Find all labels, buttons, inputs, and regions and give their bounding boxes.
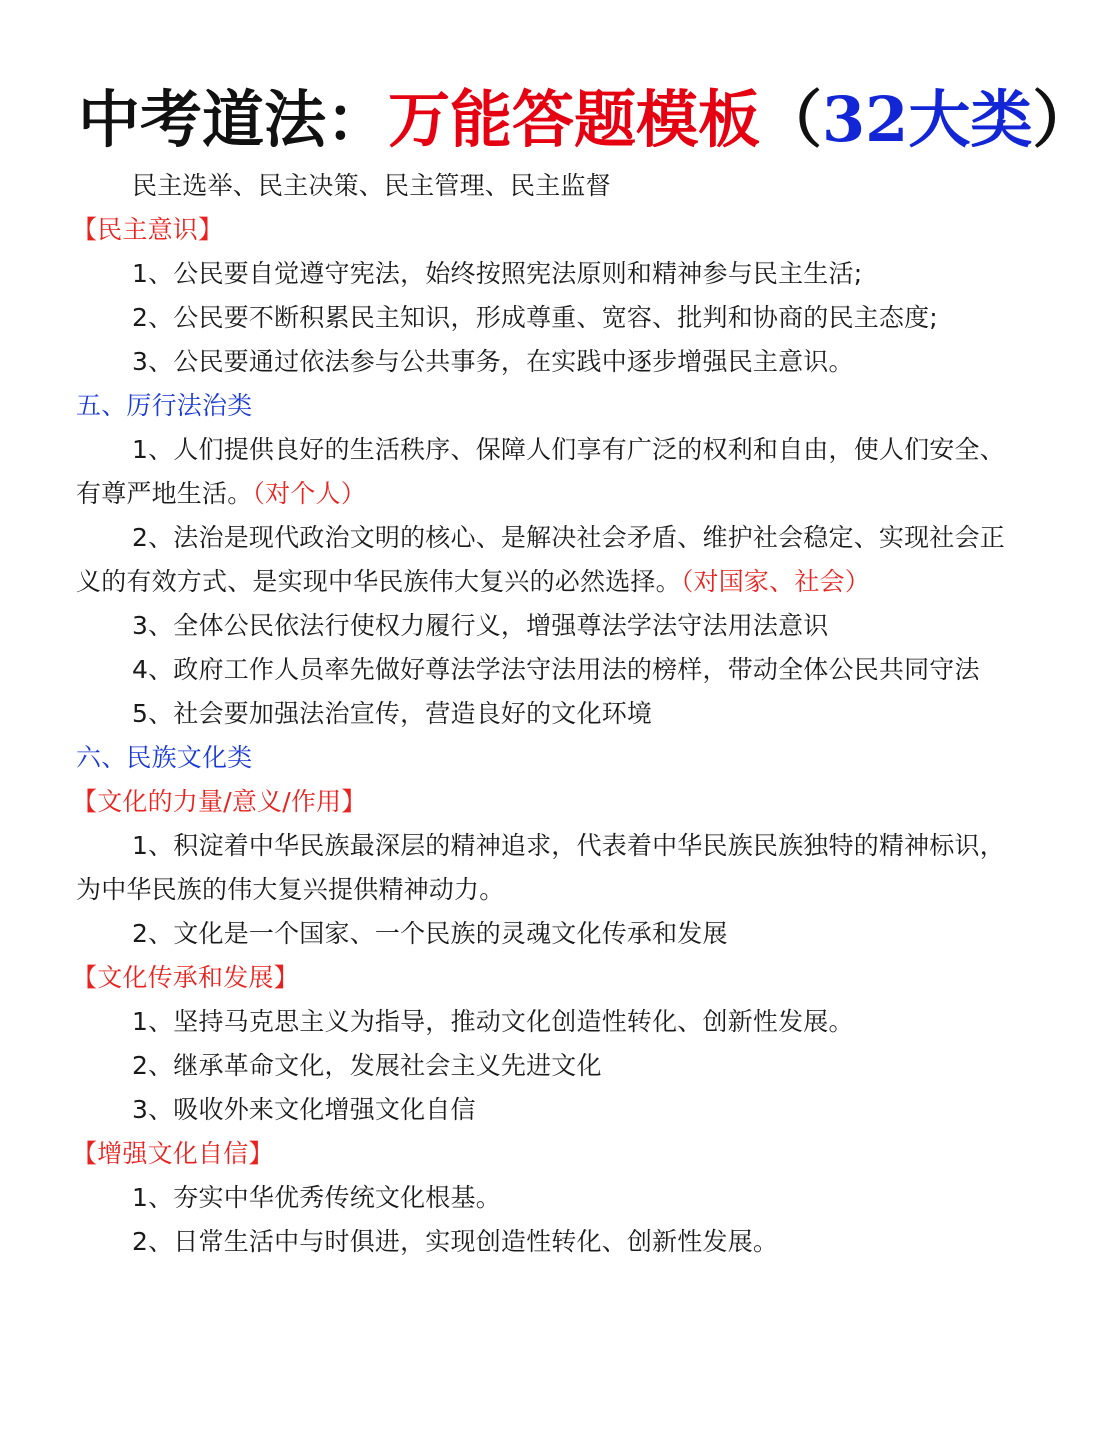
list-item: 2、日常生活中与时俱进，实现创造性转化、创新性发展。	[132, 1227, 779, 1256]
list-item-note: （对个人）	[252, 479, 366, 508]
title-paren-open: （	[760, 83, 823, 156]
section-heading-national-culture: 六、民族文化类	[76, 743, 253, 772]
list-item-text: 2、法治是现代政治文明的核心、是解决社会矛盾、维护社会稳定、实现社会正义的有效方式、是实现中华民族伟大复兴的必然选择。	[76, 523, 1005, 596]
list-item-text: 1、人们提供良好的生活秩序、保障人们享有广泛的权利和自由，使人们安全、有尊严地生活。	[76, 435, 1005, 508]
list-item: 5、社会要加强法治宣传，营造良好的文化环境	[132, 699, 653, 728]
democracy-list: 民主选举、民主决策、民主管理、民主监督	[132, 171, 611, 200]
heading-culture-inheritance: 【文化传承和发展】	[72, 963, 299, 992]
heading-culture-confidence: 【增强文化自信】	[72, 1139, 274, 1168]
title-main: 万能答题模板	[388, 83, 761, 156]
title-count: 32大类	[822, 83, 1033, 156]
list-item: 1、公民要自觉遵守宪法，始终按照宪法原则和精神参与民主生活;	[132, 259, 863, 288]
heading-democracy-awareness: 【民主意识】	[72, 215, 224, 244]
list-item: 2、公民要不断积累民主知识，形成尊重、宽容、批判和协商的民主态度;	[132, 303, 938, 332]
page-title	[78, 78, 1094, 162]
title-subject: 中考道法：	[78, 83, 389, 156]
list-item-note: （对国家、社会）	[680, 567, 870, 596]
list-item: 3、吸收外来文化增强文化自信	[132, 1095, 476, 1124]
list-item: 1、积淀着中华民族最深层的精神追求，代表着中华民族民族独特的精神标识，为中华民族的伟大复兴提供精神动力。	[76, 831, 1005, 904]
list-item	[76, 516, 1008, 604]
list-item: 3、公民要通过依法参与公共事务，在实践中逐步增强民主意识。	[132, 347, 854, 376]
list-item: 2、文化是一个国家、一个民族的灵魂文化传承和发展	[132, 919, 728, 948]
document-body	[72, 164, 1008, 1264]
list-item: 2、继承革命文化，发展社会主义先进文化	[132, 1051, 602, 1080]
heading-culture-power: 【文化的力量/意义/作用】	[72, 787, 367, 816]
list-item: 1、夯实中华优秀传统文化根基。	[132, 1183, 501, 1212]
list-item: 4、政府工作人员率先做好尊法学法守法用法的榜样，带动全体公民共同守法	[132, 655, 980, 684]
section-heading-rule-of-law: 五、厉行法治类	[76, 391, 253, 420]
list-item: 3、全体公民依法行使权力履行义，增强尊法学法守法用法意识	[132, 611, 829, 640]
list-item: 1、坚持马克思主义为指导，推动文化创造性转化、创新性发展。	[132, 1007, 854, 1036]
list-item	[76, 428, 1008, 516]
title-paren-close: ）	[1032, 83, 1094, 156]
